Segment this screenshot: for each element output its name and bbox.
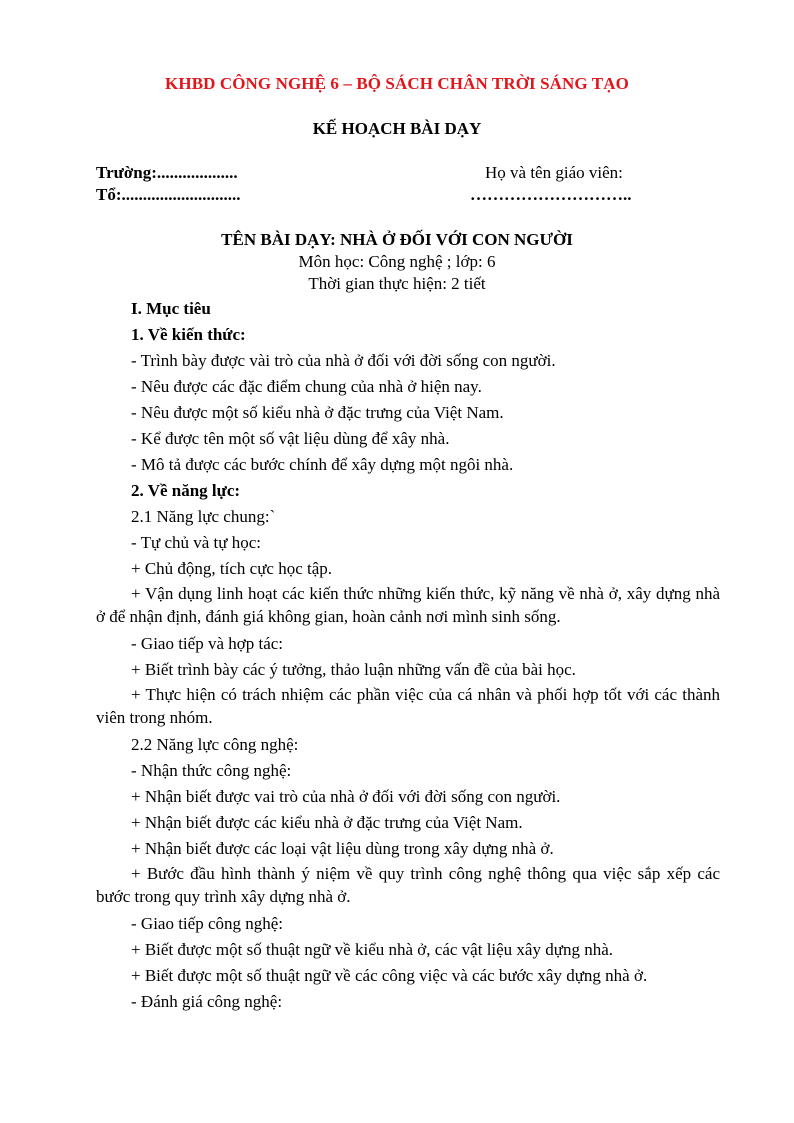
school-info bbox=[96, 162, 241, 206]
self-study-heading: - Tự chủ và tự học: bbox=[131, 533, 261, 552]
tech-awareness-item: + Nhận biết được các loại vật liệu dùng trong xây dựng nhà ở. bbox=[131, 839, 554, 858]
series-title: KHBD CÔNG NGHỆ 6 – BỘ SÁCH CHÂN TRỜI SÁNG TẠO bbox=[165, 74, 629, 93]
tech-awareness-item: + Nhận biết được các kiểu nhà ở đặc trưng của Việt Nam. bbox=[131, 813, 523, 832]
communication-item: + Thực hiện có trách nhiệm các phần việc của cá nhân và phối hợp tốt với các thành viên trong nhóm. bbox=[96, 685, 720, 727]
knowledge-item: - Nêu được các đặc điểm chung của nhà ở hiện nay. bbox=[131, 377, 482, 396]
tech-communication-item: + Biết được một số thuật ngữ về các công việc và các bước xây dựng nhà ở. bbox=[131, 966, 648, 985]
tech-competence-heading: 2.2 Năng lực công nghệ: bbox=[131, 735, 299, 754]
tech-awareness-heading: - Nhận thức công nghệ: bbox=[131, 761, 292, 780]
self-study-item: + Chủ động, tích cực học tập. bbox=[131, 559, 333, 578]
school-field: Trường:................... bbox=[96, 163, 238, 182]
tech-communication-item: + Biết được một số thuật ngữ về kiểu nhà ở, các vật liệu xây dựng nhà. bbox=[131, 940, 613, 959]
lesson-name: TÊN BÀI DẠY: NHÀ Ở ĐỐI VỚI CON NGƯỜI bbox=[221, 230, 573, 249]
tech-communication-heading: - Giao tiếp công nghệ: bbox=[131, 914, 284, 933]
knowledge-item: - Kể được tên một số vật liệu dùng để xây nhà. bbox=[131, 429, 450, 448]
knowledge-item: - Trình bày được vài trò của nhà ở đối với đời sống con người. bbox=[131, 351, 556, 370]
lesson-subject: Môn học: Công nghệ ; lớp: 6 bbox=[298, 252, 496, 271]
lesson-header bbox=[0, 229, 794, 295]
teacher-label: Họ và tên giáo viên: bbox=[485, 163, 623, 182]
tech-evaluation-heading: - Đánh giá công nghệ: bbox=[131, 992, 283, 1011]
plan-title: KẾ HOẠCH BÀI DẠY bbox=[312, 119, 482, 138]
knowledge-heading: 1. Về kiến thức: bbox=[131, 325, 246, 344]
knowledge-item: - Nêu được một số kiểu nhà ở đặc trưng của Việt Nam. bbox=[131, 403, 504, 422]
general-competence-heading: 2.1 Năng lực chung:` bbox=[131, 507, 276, 526]
teacher-name-field: ……………………….. bbox=[470, 185, 632, 204]
teacher-info bbox=[470, 162, 670, 206]
competence-heading: 2. Về năng lực: bbox=[131, 481, 241, 500]
objectives-heading: I. Mục tiêu bbox=[131, 299, 211, 318]
lesson-body bbox=[96, 296, 720, 1015]
communication-heading: - Giao tiếp và hợp tác: bbox=[131, 634, 284, 653]
tech-awareness-item: + Bước đầu hình thành ý niệm về quy trình công nghệ thông qua việc sắp xếp các bước trong quy trình xây dựng nhà ở. bbox=[96, 864, 720, 906]
tech-awareness-item: + Nhận biết được vai trò của nhà ở đối với đời sống con người. bbox=[131, 787, 561, 806]
self-study-item: + Vận dụng linh hoạt các kiến thức những kiến thức, kỹ năng về nhà ở, xây dựng nhà ở để nhận định, đánh giá không gian, hoàn cảnh nơi mình sinh sống. bbox=[96, 584, 720, 626]
communication-item: + Biết trình bày các ý tưởng, thảo luận những vấn đề của bài học. bbox=[131, 660, 576, 679]
group-field: Tổ:............................ bbox=[96, 185, 241, 204]
knowledge-item: - Mô tả được các bước chính để xây dựng một ngôi nhà. bbox=[131, 455, 514, 474]
lesson-duration: Thời gian thực hiện: 2 tiết bbox=[308, 274, 486, 293]
